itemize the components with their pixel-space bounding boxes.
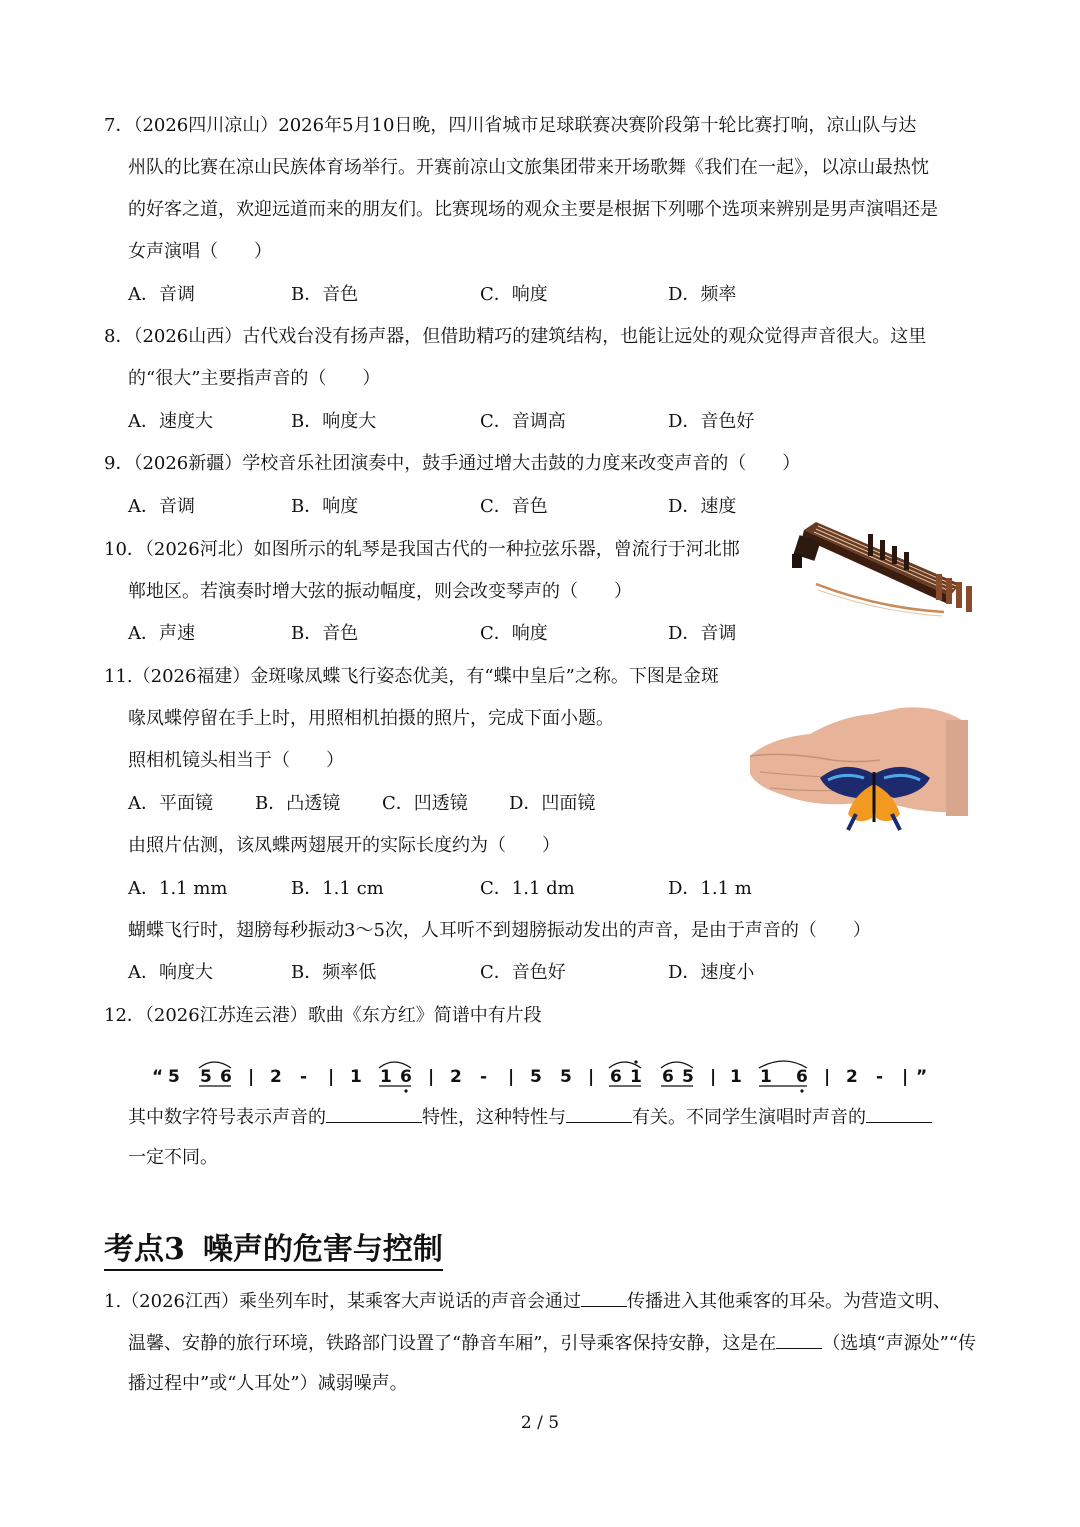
butterfly-on-hand-image [750,694,968,832]
q10-option-a: A．声速 [128,623,195,644]
jianpu-notation [152,1054,932,1094]
q10-line-2: 郸地区。若演奏时增大弦的振动幅度，则会改变琴声的（ ） [128,581,632,602]
q10-line-1: 10．（2026河北）如图所示的轧琴是我国古代的一种拉弦乐器，曾流行于河北邯 [104,539,740,560]
notation-note: 2 [846,1067,858,1087]
notation-bar: | [824,1067,831,1087]
q11-sub2-option-c: C．1.1 dm [480,878,575,899]
notation-note: 5 [200,1067,212,1087]
q8-option-b: B．响度大 [291,411,377,432]
q12-blank-2[interactable] [566,1104,632,1123]
notation-note: 6 [796,1067,808,1087]
notation-note: 1 [630,1067,642,1087]
s1-line-2 [128,1330,976,1356]
notation-note: 6 [220,1067,232,1087]
notation-note: 6 [400,1067,412,1087]
s1-blank-2[interactable] [776,1330,822,1349]
q11-sub2-option-b: B．1.1 cm [291,878,384,899]
zither-image [788,512,978,620]
s1-blank-1[interactable] [581,1288,627,1307]
q12-text-part3: 有关。不同学生演唱时声音的 [632,1107,866,1128]
s1-text-line2a: 温馨、安静的旅行环境，铁路部门设置了“静音车厢”，引导乘客保持安静，这是在 [128,1333,777,1354]
q12-blank-3[interactable] [866,1104,932,1123]
q12-blank-1[interactable] [326,1104,422,1123]
q7-option-a: A．音调 [128,284,195,305]
q7-line-3: 的好客之道，欢迎远道而来的朋友们。比赛现场的观众主要是根据下列哪个选项来辨别是男声演唱还是 [128,199,938,220]
notation-note: 1 [350,1067,362,1087]
notation-bar: | [710,1067,717,1087]
notation-note: 6 [662,1067,674,1087]
q11-sub2-option-d: D．1.1 m [668,878,752,899]
q12-line-3: 一定不同。 [128,1147,218,1168]
notation-note: 1 [760,1067,772,1087]
q12-text-part1: 其中数字符号表示声音的 [128,1107,326,1128]
notation-note: 5 [530,1067,542,1087]
notation-dash: - [876,1067,884,1087]
q8-line-2: 的“很大”主要指声音的（ ） [128,368,381,389]
q7-option-b: B．音色 [291,284,359,305]
s1-text-part2: 传播进入其他乘客的耳朵。为营造文明、 [626,1291,951,1312]
notation-note: 2 [450,1067,462,1087]
section-number: 考点3 [104,1232,185,1267]
q9-option-b: B．响度 [291,496,359,517]
q10-option-c: C．响度 [480,623,548,644]
notation-note: 5 [682,1067,694,1087]
notation-note: 5 [168,1067,180,1087]
notation-note: 6 [610,1067,622,1087]
notation-dash: - [300,1067,308,1087]
notation-bar: | [508,1067,515,1087]
notation-note: 5 [560,1067,572,1087]
q11-sub3-option-c: C．音色好 [480,962,566,983]
q8-line-1: 8．（2026山西）古代戏台没有扬声器，但借助精巧的建筑结构，也能让远处的观众觉得声音很大。这里 [104,326,927,347]
q11-sub3-option-a: A．响度大 [128,962,213,983]
q7-option-d: D．频率 [668,284,737,305]
s1-text-line2b: （选填“声源处”“传 [822,1333,977,1354]
q10-option-b: B．音色 [291,623,359,644]
q8-option-d: D．音色好 [668,411,755,432]
q12-text-part2: 特性，这种特性与 [422,1107,566,1128]
s1-line-3: 播过程中”或“人耳处”）减弱噪声。 [128,1373,408,1394]
q9-option-a: A．音调 [128,496,195,517]
notation-bar: | [248,1067,255,1087]
s1-line-1 [104,1288,951,1314]
q10-option-d: D．音调 [668,623,737,644]
notation-close-quote: ” [916,1067,928,1087]
q12-line-1: 12．（2026江苏连云港）歌曲《东方红》简谱中有片段 [104,1005,542,1026]
page-number: 2 / 5 [520,1413,560,1433]
q11-sub1-option-d: D．凹面镜 [509,793,596,814]
q11-line-2: 喙凤蝶停留在手上时，用照相机拍摄的照片，完成下面小题。 [128,708,614,729]
notation-dash: - [480,1067,488,1087]
q7-line-2: 州队的比赛在凉山民族体育场举行。开赛前凉山文旅集团带来开场歌舞《我们在一起》，以凉山最热忱 [128,157,929,178]
q9-line-1: 9．（2026新疆）学校音乐社团演奏中，鼓手通过增大击鼓的力度来改变声音的（ ） [104,453,801,474]
section-title: 噪声的危害与控制 [202,1232,443,1267]
q7-line-4: 女声演唱（ ） [128,241,272,262]
q9-option-c: C．音色 [480,496,548,517]
notation-bar: | [588,1067,595,1087]
notation-note: 1 [730,1067,742,1087]
q11-sub1-option-b: B．凸透镜 [255,793,341,814]
notation-open-quote: “ [152,1067,164,1087]
section-heading [104,1232,443,1271]
notation-bar: | [902,1067,909,1087]
q11-sub1-option-c: C．凹透镜 [382,793,468,814]
s1-text-part1: 1.（2026江西）乘坐列车时，某乘客大声说话的声音会通过 [104,1291,581,1312]
q11-sub3-option-d: D．速度小 [668,962,755,983]
q11-sub2: 由照片估测，该凤蝶两翅展开的实际长度约为（ ） [128,835,560,856]
q7-line-1: 7．（2026四川凉山）2026年5月10日晚，四川省城市足球联赛决赛阶段第十轮比赛打响，凉山队与达 [104,115,917,136]
q12-line-2 [128,1104,932,1130]
q11-sub3: 蝴蝶飞行时，翅膀每秒振动3～5次，人耳听不到翅膀振动发出的声音，是由于声音的（ ） [128,920,871,941]
q11-line-1: 11.（2026福建）金斑喙凤蝶飞行姿态优美，有“蝶中皇后”之称。下图是金斑 [104,666,719,687]
q11-sub1: 照相机镜头相当于（ ） [128,750,344,771]
q7-option-c: C．响度 [480,284,548,305]
q9-option-d: D．速度 [668,496,737,517]
q8-option-a: A．速度大 [128,411,213,432]
notation-note: 1 [380,1067,392,1087]
q8-option-c: C．音调高 [480,411,566,432]
notation-bar: | [428,1067,435,1087]
q11-sub1-option-a: A．平面镜 [128,793,213,814]
notation-bar: | [328,1067,335,1087]
notation-note: 2 [270,1067,282,1087]
q11-sub3-option-b: B．频率低 [291,962,377,983]
q11-sub2-option-a: A．1.1 mm [128,878,228,899]
